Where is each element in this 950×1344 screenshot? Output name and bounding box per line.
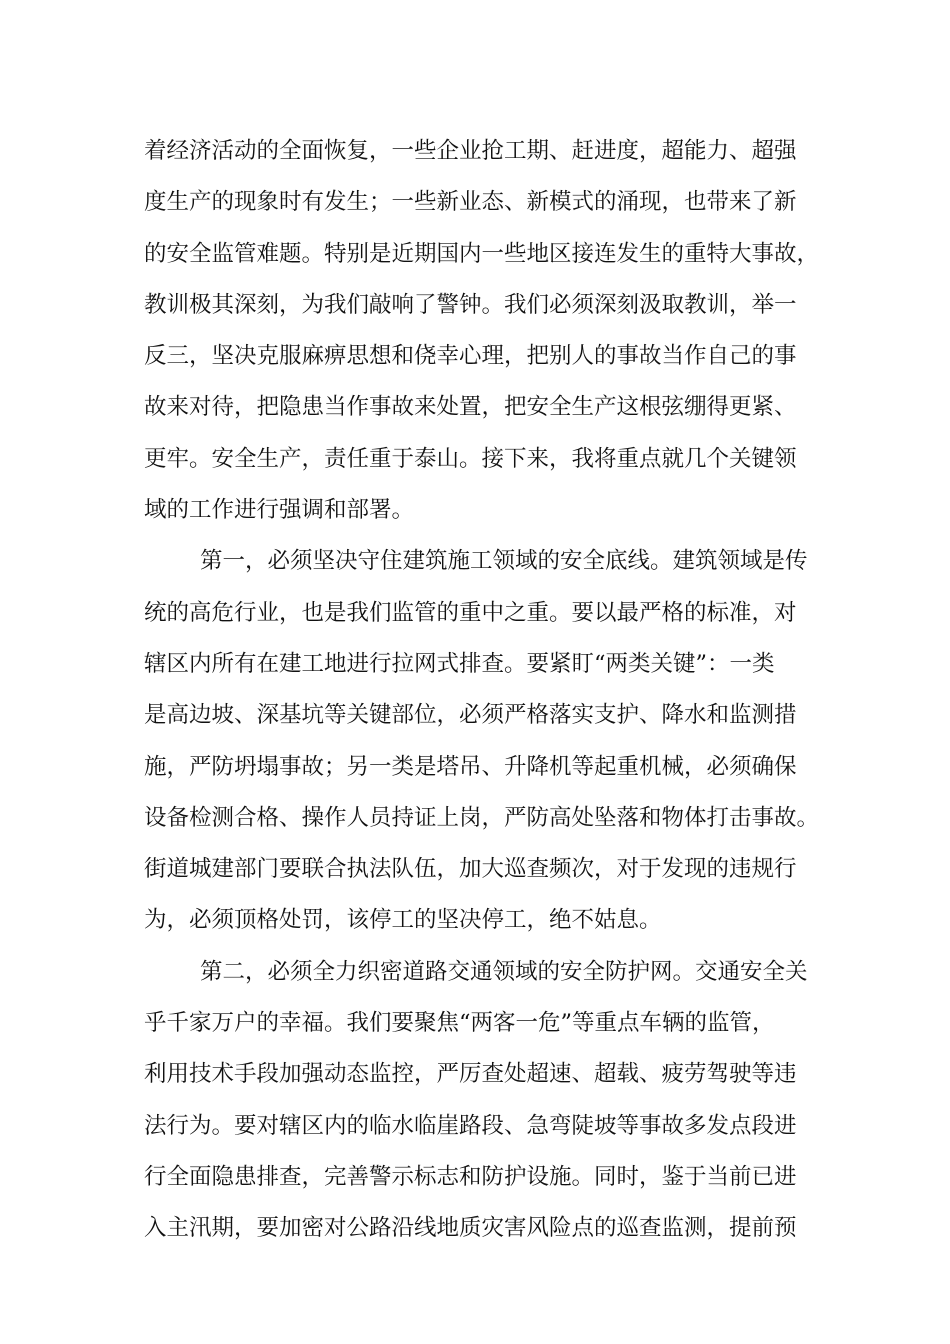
text-line: 施，严防坍塌事故；另一类是塔吊、升降机等起重机械，必须确保 (144, 753, 797, 780)
text-line: 设备检测合格、操作人员持证上岗，严防高处坠落和物体打击事故。 (144, 804, 820, 831)
text-line: 入主汛期，要加密对公路沿线地质灾害风险点的巡查监测，提前预 (144, 1215, 797, 1242)
body-text (144, 126, 834, 1255)
text-line: 行全面隐患排查，完善警示标志和防护设施。同时，鉴于当前已进 (144, 1163, 797, 1190)
text-line: 教训极其深刻，为我们敲响了警钟。我们必须深刻汲取教训，举一 (144, 291, 797, 318)
text-line: 是高边坡、深基坑等关键部位，必须严格落实支护、降水和监测措 (144, 702, 797, 729)
text-line: 街道城建部门要联合执法队伍，加大巡查频次，对于发现的违规行 (144, 856, 797, 883)
text-line: 法行为。要对辖区内的临水临崖路段、急弯陡坡等事故多发点段进 (144, 1112, 797, 1139)
text-line: 反三，坚决克服麻痹思想和侥幸心理，把别人的事故当作自己的事 (144, 343, 797, 370)
text-line: 利用技术手段加强动态监控，严厉查处超速、超载、疲劳驾驶等违 (144, 1061, 797, 1088)
paragraph-first-line: 第一，必须坚决守住建筑施工领域的安全底线。建筑领域是传 (200, 548, 808, 575)
text-line: 辖区内所有在建工地进行拉网式排查。要紧盯“两类关键”：一类 (144, 650, 775, 677)
text-line: 为，必须顶格处罚，该停工的坚决停工，绝不姑息。 (144, 907, 662, 934)
text-line: 统的高危行业，也是我们监管的重中之重。要以最严格的标准，对 (144, 599, 797, 626)
text-line: 乎千家万户的幸福。我们要聚焦“两客一危”等重点车辆的监管， (144, 1010, 775, 1037)
paragraph-first-line: 第二，必须全力织密道路交通领域的安全防护网。交通安全关 (200, 958, 808, 985)
text-line: 着经济活动的全面恢复，一些企业抢工期、赶进度，超能力、超强 (144, 138, 797, 164)
text-line: 故来对待，把隐患当作事故来处置，把安全生产这根弦绷得更紧、 (144, 394, 797, 421)
text-line: 域的工作进行强调和部署。 (144, 497, 415, 524)
text-line: 更牢。安全生产，责任重于泰山。接下来，我将重点就几个关键领 (144, 445, 797, 472)
text-line: 的安全监管难题。特别是近期国内一些地区接连发生的重特大事故， (144, 240, 820, 267)
text-line: 度生产的现象时有发生；一些新业态、新模式的涌现，也带来了新 (144, 189, 797, 216)
